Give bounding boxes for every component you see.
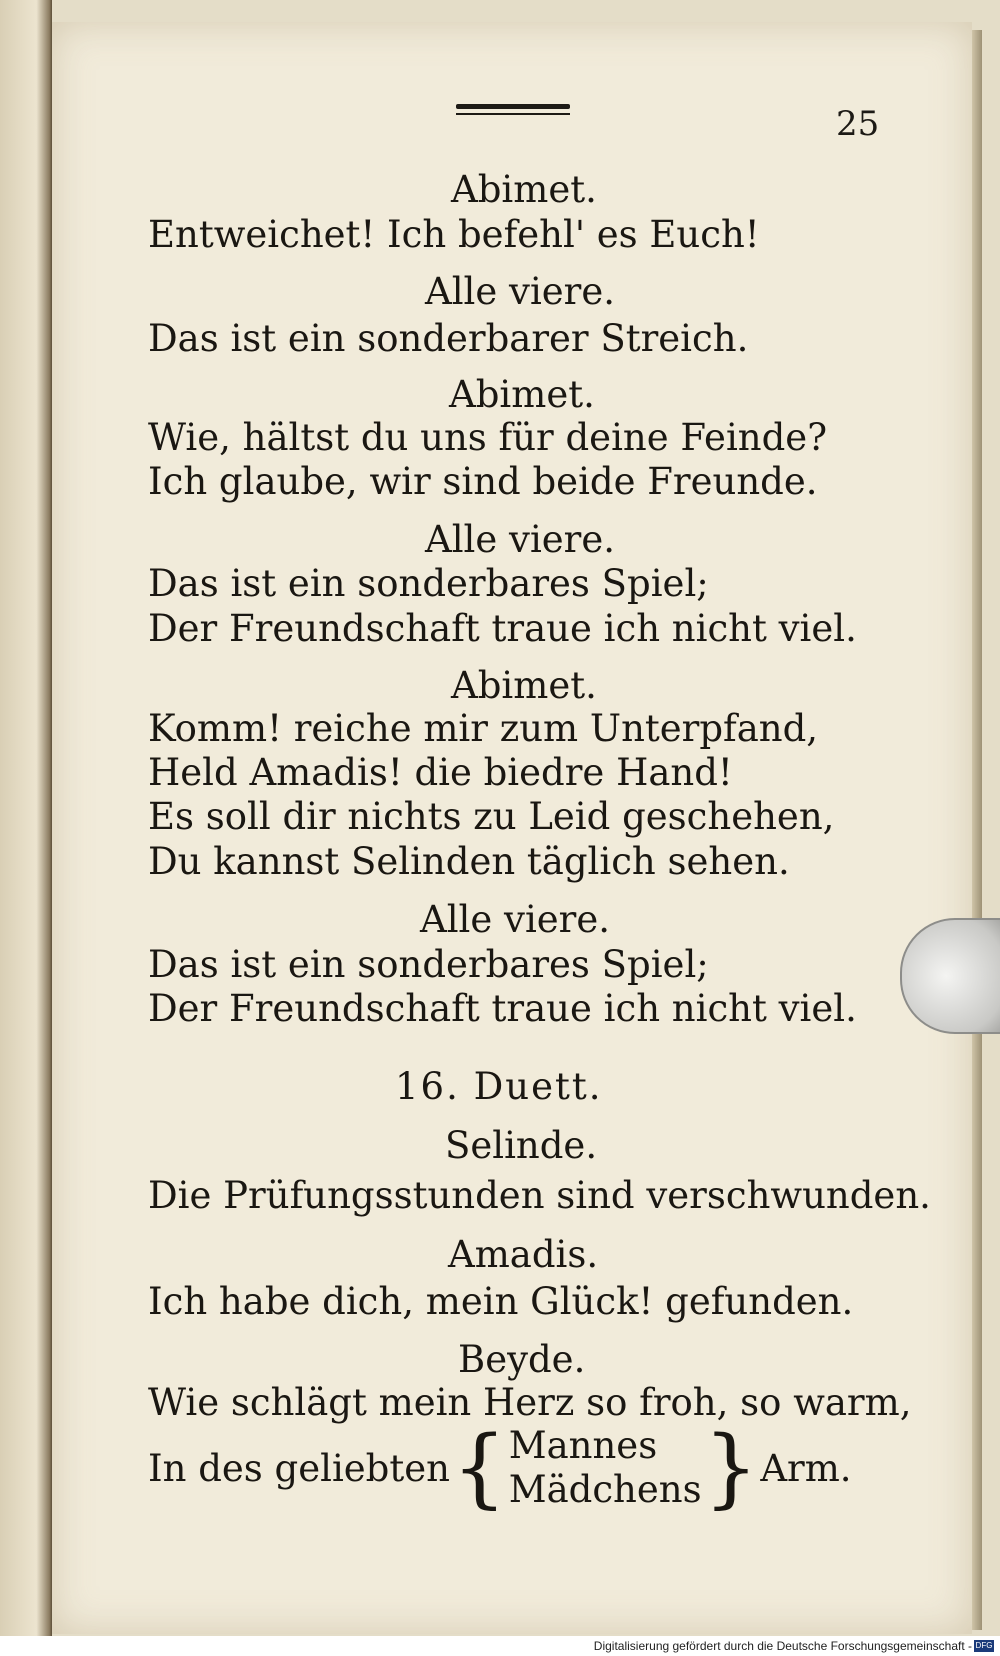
speaker-label: Alle viere. (425, 270, 616, 313)
verse-line: Das ist ein sonderbarer Streich. (148, 317, 749, 360)
right-brace: } (703, 1418, 759, 1518)
speaker-label: Selinde. (445, 1124, 598, 1167)
verse-line: Der Freundschaft traue ich nicht viel. (148, 607, 857, 650)
dfg-logo-icon: DFG (975, 1641, 993, 1650)
verse-line: Die Prüfungsstunden sind verschwunden. (148, 1174, 931, 1217)
header-ornament (456, 104, 570, 115)
left-brace: { (451, 1418, 507, 1518)
section-heading: 16. Duett. (395, 1065, 603, 1108)
page-number: 25 (836, 104, 880, 144)
verse-line: Ich glaube, wir sind beide Freunde. (148, 460, 818, 503)
final-line-prefix: In des geliebten (148, 1446, 450, 1490)
final-line-suffix: Arm. (760, 1446, 852, 1490)
verse-line: Wie, hältst du uns für deine Feinde? (148, 416, 828, 459)
speaker-label: Abimet. (449, 373, 595, 416)
thumb-tab-icon (900, 918, 1000, 1034)
verse-line: Du kannst Selinden täglich sehen. (148, 840, 790, 883)
verse-line: Wie schlägt mein Herz so froh, so warm, (148, 1381, 912, 1424)
verse-line: Der Freundschaft traue ich nicht viel. (148, 987, 857, 1030)
verse-line: Das ist ein sonderbares Spiel; (148, 562, 709, 605)
verse-line: Held Amadis! die biedre Hand! (148, 751, 733, 794)
alternatives-stack (509, 1424, 702, 1512)
speaker-label: Alle viere. (420, 898, 611, 941)
verse-line: Ich habe dich, mein Glück! gefunden. (148, 1280, 854, 1323)
alternative-option: Mädchens (508, 1468, 702, 1511)
final-verse-line (148, 1418, 852, 1518)
speaker-label: Beyde. (458, 1338, 586, 1381)
page-edge (972, 30, 982, 1630)
speaker-label: Abimet. (451, 168, 597, 211)
digitization-credit: Digitalisierung gefördert durch die Deutsche Forschungsgemeinschaft - (593, 1639, 972, 1653)
facing-page-edge (0, 0, 52, 1636)
speaker-label: Abimet. (451, 664, 597, 707)
verse-line: Komm! reiche mir zum Unterpfand, (148, 707, 819, 750)
verse-line: Es soll dir nichts zu Leid geschehen, (148, 795, 835, 838)
verse-line: Das ist ein sonderbares Spiel; (148, 943, 709, 986)
verse-line: Entweichet! Ich befehl' es Euch! (148, 213, 760, 256)
alternative-option: Mannes (508, 1424, 658, 1467)
speaker-label: Alle viere. (425, 518, 616, 561)
speaker-label: Amadis. (448, 1233, 599, 1276)
